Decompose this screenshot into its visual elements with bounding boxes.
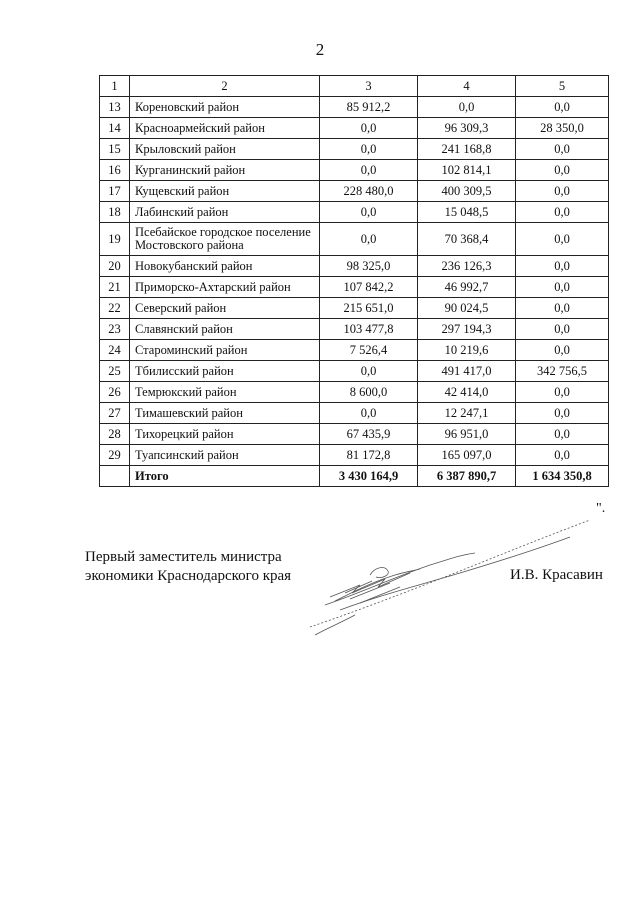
table-row — [100, 403, 609, 424]
value-col3: 0,0 — [320, 139, 418, 160]
value-col3: 107 842,2 — [320, 277, 418, 298]
value-col5: 0,0 — [516, 223, 609, 256]
total-row — [100, 466, 609, 487]
value-col5: 0,0 — [516, 181, 609, 202]
value-col5: 0,0 — [516, 160, 609, 181]
value-col3: 67 435,9 — [320, 424, 418, 445]
header-cell: 3 — [320, 76, 418, 97]
value-col3: 0,0 — [320, 361, 418, 382]
district-name: Староминский район — [130, 340, 320, 361]
value-col5: 0,0 — [516, 139, 609, 160]
table-row — [100, 382, 609, 403]
row-number: 23 — [100, 319, 130, 340]
district-name: Псебайское городское поселение Мостовского района — [130, 223, 320, 256]
table-row — [100, 298, 609, 319]
table-row — [100, 445, 609, 466]
value-col4: 102 814,1 — [418, 160, 516, 181]
district-name: Славянский район — [130, 319, 320, 340]
value-col5: 0,0 — [516, 202, 609, 223]
value-col5: 0,0 — [516, 445, 609, 466]
value-col5: 0,0 — [516, 382, 609, 403]
header-cell: 2 — [130, 76, 320, 97]
row-number: 19 — [100, 223, 130, 256]
value-col3: 228 480,0 — [320, 181, 418, 202]
value-col4: 90 024,5 — [418, 298, 516, 319]
value-col4: 491 417,0 — [418, 361, 516, 382]
total-col5: 1 634 350,8 — [516, 466, 609, 487]
row-number: 14 — [100, 118, 130, 139]
value-col3: 0,0 — [320, 223, 418, 256]
value-col4: 70 368,4 — [418, 223, 516, 256]
district-name: Кореновский район — [130, 97, 320, 118]
value-col3: 0,0 — [320, 118, 418, 139]
value-col4: 42 414,0 — [418, 382, 516, 403]
value-col4: 96 309,3 — [418, 118, 516, 139]
district-name: Кущевский район — [130, 181, 320, 202]
header-cell: 1 — [100, 76, 130, 97]
district-name: Темрюкский район — [130, 382, 320, 403]
row-number: 26 — [100, 382, 130, 403]
value-col4: 165 097,0 — [418, 445, 516, 466]
value-col3: 215 651,0 — [320, 298, 418, 319]
row-number: 29 — [100, 445, 130, 466]
row-number: 15 — [100, 139, 130, 160]
header-cell: 4 — [418, 76, 516, 97]
district-name: Лабинский район — [130, 202, 320, 223]
district-name: Курганинский район — [130, 160, 320, 181]
row-number: 21 — [100, 277, 130, 298]
value-col5: 0,0 — [516, 319, 609, 340]
table-row — [100, 181, 609, 202]
value-col4: 96 951,0 — [418, 424, 516, 445]
table-row — [100, 118, 609, 139]
value-col5: 0,0 — [516, 340, 609, 361]
district-name: Новокубанский район — [130, 256, 320, 277]
row-number: 13 — [100, 97, 130, 118]
total-col4: 6 387 890,7 — [418, 466, 516, 487]
district-name: Северский район — [130, 298, 320, 319]
page-number: 2 — [315, 40, 325, 59]
value-col4: 0,0 — [418, 97, 516, 118]
table-row — [100, 202, 609, 223]
row-number: 28 — [100, 424, 130, 445]
value-col4: 10 219,6 — [418, 340, 516, 361]
value-col4: 241 168,8 — [418, 139, 516, 160]
signatory-title-line1: Первый заместитель министра — [85, 549, 282, 565]
value-col4: 236 126,3 — [418, 256, 516, 277]
value-col4: 12 247,1 — [418, 403, 516, 424]
value-col5: 0,0 — [516, 298, 609, 319]
row-number: 17 — [100, 181, 130, 202]
district-name: Тихорецкий район — [130, 424, 320, 445]
total-number-cell — [100, 466, 130, 487]
signatory-title-line2: экономики Краснодарского края — [85, 568, 292, 584]
value-col4: 15 048,5 — [418, 202, 516, 223]
district-name: Тбилисский район — [130, 361, 320, 382]
value-col3: 0,0 — [320, 160, 418, 181]
value-col5: 0,0 — [516, 424, 609, 445]
signatory-name: И.В. Красавин — [510, 567, 603, 583]
value-col3: 98 325,0 — [320, 256, 418, 277]
district-name: Крыловский район — [130, 139, 320, 160]
value-col5: 28 350,0 — [516, 118, 609, 139]
table-header-row — [100, 76, 609, 97]
table-row — [100, 361, 609, 382]
value-col5: 0,0 — [516, 403, 609, 424]
value-col4: 400 309,5 — [418, 181, 516, 202]
row-number: 24 — [100, 340, 130, 361]
table-row — [100, 319, 609, 340]
value-col3: 81 172,8 — [320, 445, 418, 466]
table-row — [100, 139, 609, 160]
row-number: 22 — [100, 298, 130, 319]
value-col3: 85 912,2 — [320, 97, 418, 118]
value-col5: 0,0 — [516, 277, 609, 298]
value-col3: 0,0 — [320, 403, 418, 424]
value-col5: 0,0 — [516, 97, 609, 118]
total-col3: 3 430 164,9 — [320, 466, 418, 487]
table-row — [100, 256, 609, 277]
total-label: Итого — [130, 466, 320, 487]
district-name: Туапсинский район — [130, 445, 320, 466]
closing-quote: ". — [596, 501, 606, 516]
value-col4: 46 992,7 — [418, 277, 516, 298]
budget-table — [99, 75, 609, 487]
district-name: Красноармейский район — [130, 118, 320, 139]
table-row — [100, 277, 609, 298]
value-col5: 342 756,5 — [516, 361, 609, 382]
table-row — [100, 223, 609, 256]
value-col3: 7 526,4 — [320, 340, 418, 361]
row-number: 16 — [100, 160, 130, 181]
table-row — [100, 160, 609, 181]
table-row — [100, 424, 609, 445]
table-row — [100, 97, 609, 118]
value-col3: 0,0 — [320, 202, 418, 223]
row-number: 25 — [100, 361, 130, 382]
value-col3: 8 600,0 — [320, 382, 418, 403]
district-name: Приморско-Ахтарский район — [130, 277, 320, 298]
header-cell: 5 — [516, 76, 609, 97]
row-number: 20 — [100, 256, 130, 277]
table-row — [100, 340, 609, 361]
row-number: 18 — [100, 202, 130, 223]
value-col5: 0,0 — [516, 256, 609, 277]
district-name: Тимашевский район — [130, 403, 320, 424]
row-number: 27 — [100, 403, 130, 424]
value-col3: 103 477,8 — [320, 319, 418, 340]
signatory-title — [85, 548, 291, 586]
value-col4: 297 194,3 — [418, 319, 516, 340]
